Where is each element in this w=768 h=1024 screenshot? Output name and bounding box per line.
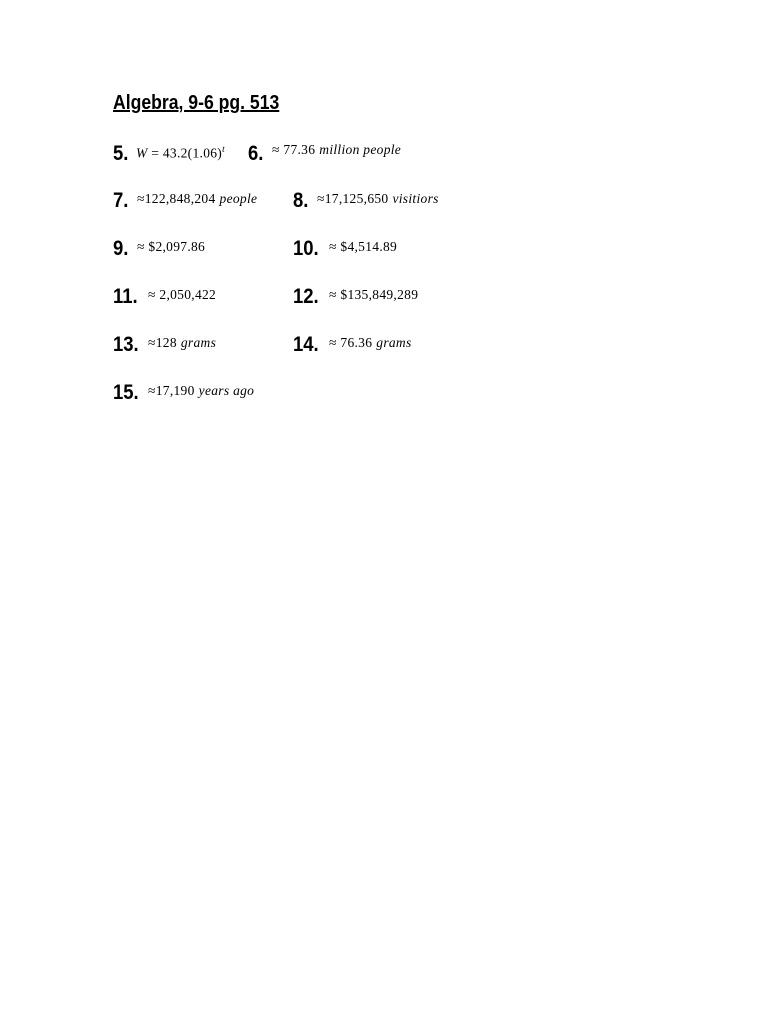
problem-answer <box>329 287 418 303</box>
answer-value: 2,050,422 <box>159 287 217 302</box>
answer-value: $135,849,289 <box>340 287 419 302</box>
problem-number: 14. <box>293 333 319 356</box>
answer-value: $4,514.89 <box>340 239 398 254</box>
answer-value: 17,125,650 <box>324 191 389 206</box>
approx-symbol: ≈ <box>329 335 337 350</box>
problem-number: 7. <box>113 189 129 212</box>
answer-value: 76.36 <box>340 335 373 350</box>
answer-unit: grams <box>180 335 217 350</box>
problem-number: 8. <box>293 189 309 212</box>
page-title: Algebra, 9-6 pg. 513 <box>113 92 280 114</box>
problem-number: 10. <box>293 237 319 260</box>
approx-symbol: ≈ <box>137 239 145 254</box>
problem-answer <box>317 191 439 207</box>
problem-number: 12. <box>293 285 319 308</box>
problem-answer <box>148 287 216 303</box>
answer-unit: years ago <box>198 383 255 398</box>
approx-symbol: ≈ <box>329 239 337 254</box>
problem-number: 11. <box>113 285 138 308</box>
problem-answer <box>148 335 216 351</box>
answer-value: $2,097.86 <box>148 239 206 254</box>
equation-base: 43.2(1.06) <box>162 145 223 161</box>
problem-answer <box>329 239 397 255</box>
problem-answer <box>136 144 225 162</box>
problem-answer <box>137 191 257 207</box>
answer-value: 122,848,204 <box>144 191 216 206</box>
problem-number: 6. <box>248 142 264 165</box>
approx-symbol: ≈ <box>329 287 337 302</box>
approx-symbol: ≈ <box>137 191 145 206</box>
problem-number: 5. <box>113 142 129 165</box>
answer-unit: grams <box>376 335 412 350</box>
problem-answer <box>137 239 205 255</box>
answer-unit: people <box>219 191 258 206</box>
approx-symbol: ≈ <box>317 191 325 206</box>
equation-equals: = <box>151 145 160 161</box>
equation-exponent: t <box>222 144 225 154</box>
approx-symbol: ≈ <box>148 335 156 350</box>
answer-unit: visitiors <box>392 191 439 206</box>
problem-number: 9. <box>113 237 129 260</box>
approx-symbol: ≈ <box>272 142 280 157</box>
problem-number: 15. <box>113 381 139 404</box>
approx-symbol: ≈ <box>148 383 156 398</box>
equation-variable: W <box>136 145 148 161</box>
problem-answer <box>329 335 412 351</box>
approx-symbol: ≈ <box>148 287 156 302</box>
problem-number: 13. <box>113 333 139 356</box>
problem-answer <box>148 383 254 399</box>
answer-unit: million people <box>319 142 402 157</box>
answer-value: 128 <box>155 335 177 350</box>
answer-value: 17,190 <box>155 383 195 398</box>
answer-value: 77.36 <box>283 142 316 157</box>
problem-answer <box>272 142 401 158</box>
